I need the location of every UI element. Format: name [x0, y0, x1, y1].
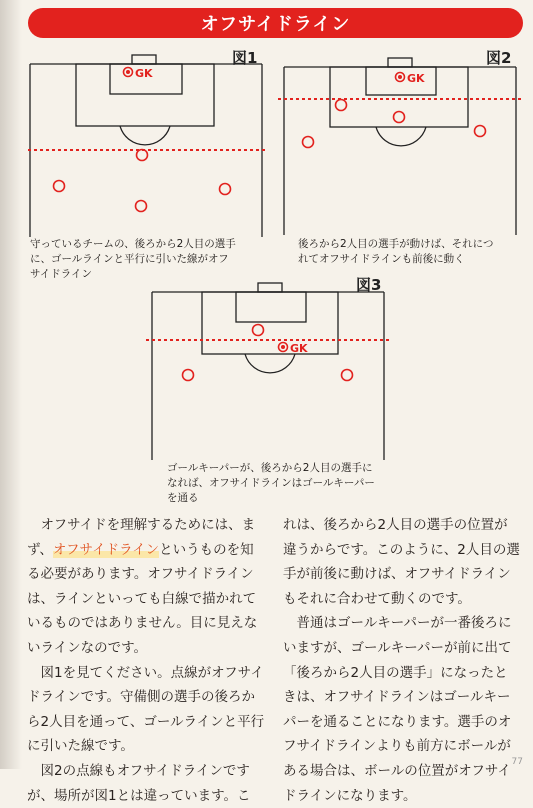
body-column-right — [283, 513, 521, 808]
highlighted-term: オフサイドライン — [52, 541, 160, 558]
paragraph: 図2の点線もオフサイドラインですが、場所が図1とは違っています。こ — [27, 762, 251, 804]
body-column-left — [27, 513, 265, 808]
player-marker — [303, 137, 314, 148]
gk-label: GK — [135, 67, 153, 80]
figure-2-caption: 後ろから2人目の選手が動けば、それにつ れてオフサイドラインも前後に動く — [298, 238, 494, 265]
gk-label: GK — [290, 342, 308, 355]
player-marker — [342, 370, 353, 381]
paragraph: 図1を見てください。点線がオフサイドラインです。守備側の選手の後ろから2人目を通って、ゴールラインと平行に引いた線です。 — [27, 664, 265, 755]
paragraph: 普通はゴールキーパーが一番後ろにいますが、ゴールキーパーが前に出て「後ろから2人目の選手」になったときは、オフサイドラインはゴールキーパーを通ることになります。選手のオフサイドラインよりも前方にボールがある場合は、ボールの位置がオフサイドラインになります。 — [283, 615, 512, 804]
player-marker — [475, 126, 486, 137]
figure-3-diagram — [146, 280, 391, 465]
player-marker — [183, 370, 194, 381]
goal — [132, 55, 156, 64]
goal-area — [236, 292, 306, 322]
page-title: オフサイドライン — [200, 14, 351, 35]
penalty-arc — [245, 354, 295, 373]
player-marker — [253, 325, 264, 336]
figure-2-label: 図2 — [486, 49, 512, 67]
player-marker — [336, 100, 347, 111]
player-marker — [394, 112, 405, 123]
page-number: 77 — [511, 757, 523, 767]
figure-1-label: 図1 — [232, 49, 258, 67]
page-gutter-shade — [0, 0, 22, 769]
paragraph: れは、後ろから2人目の選手の位置が違うからです。このように、2人目の選手が前後に動けば、オフサイドラインもそれに合わせて動くのです。 — [283, 517, 520, 607]
player-marker — [54, 181, 65, 192]
goal — [258, 283, 282, 292]
figure-3-label: 図3 — [356, 276, 382, 294]
gk-label: GK — [407, 72, 425, 85]
figure-2-diagram — [278, 55, 523, 235]
penalty-arc — [376, 127, 426, 146]
penalty-area — [202, 292, 338, 354]
player-marker — [137, 150, 148, 161]
goal — [388, 58, 412, 67]
player-marker — [136, 201, 147, 212]
figure-1-diagram — [28, 52, 268, 237]
paragraph: オフサイドを理解するためには、まず、オフサイドラインというものを知る必要があります。オフサイドラインは、ラインといっても白線で描かれているものではありません。目に見えないラインなのです。 — [27, 517, 258, 656]
figure-1-caption: 守っているチームの、後ろから2人目の選手 に、ゴールラインと平行に引いた線がオフ サイドライン — [30, 238, 236, 280]
title-banner — [28, 8, 523, 38]
penalty-arc — [120, 126, 170, 145]
player-marker — [220, 184, 231, 195]
figure-3-caption: ゴールキーパーが、後ろから2人目の選手に なれば、オフサイドラインはゴールキーパー を通る — [167, 462, 375, 504]
